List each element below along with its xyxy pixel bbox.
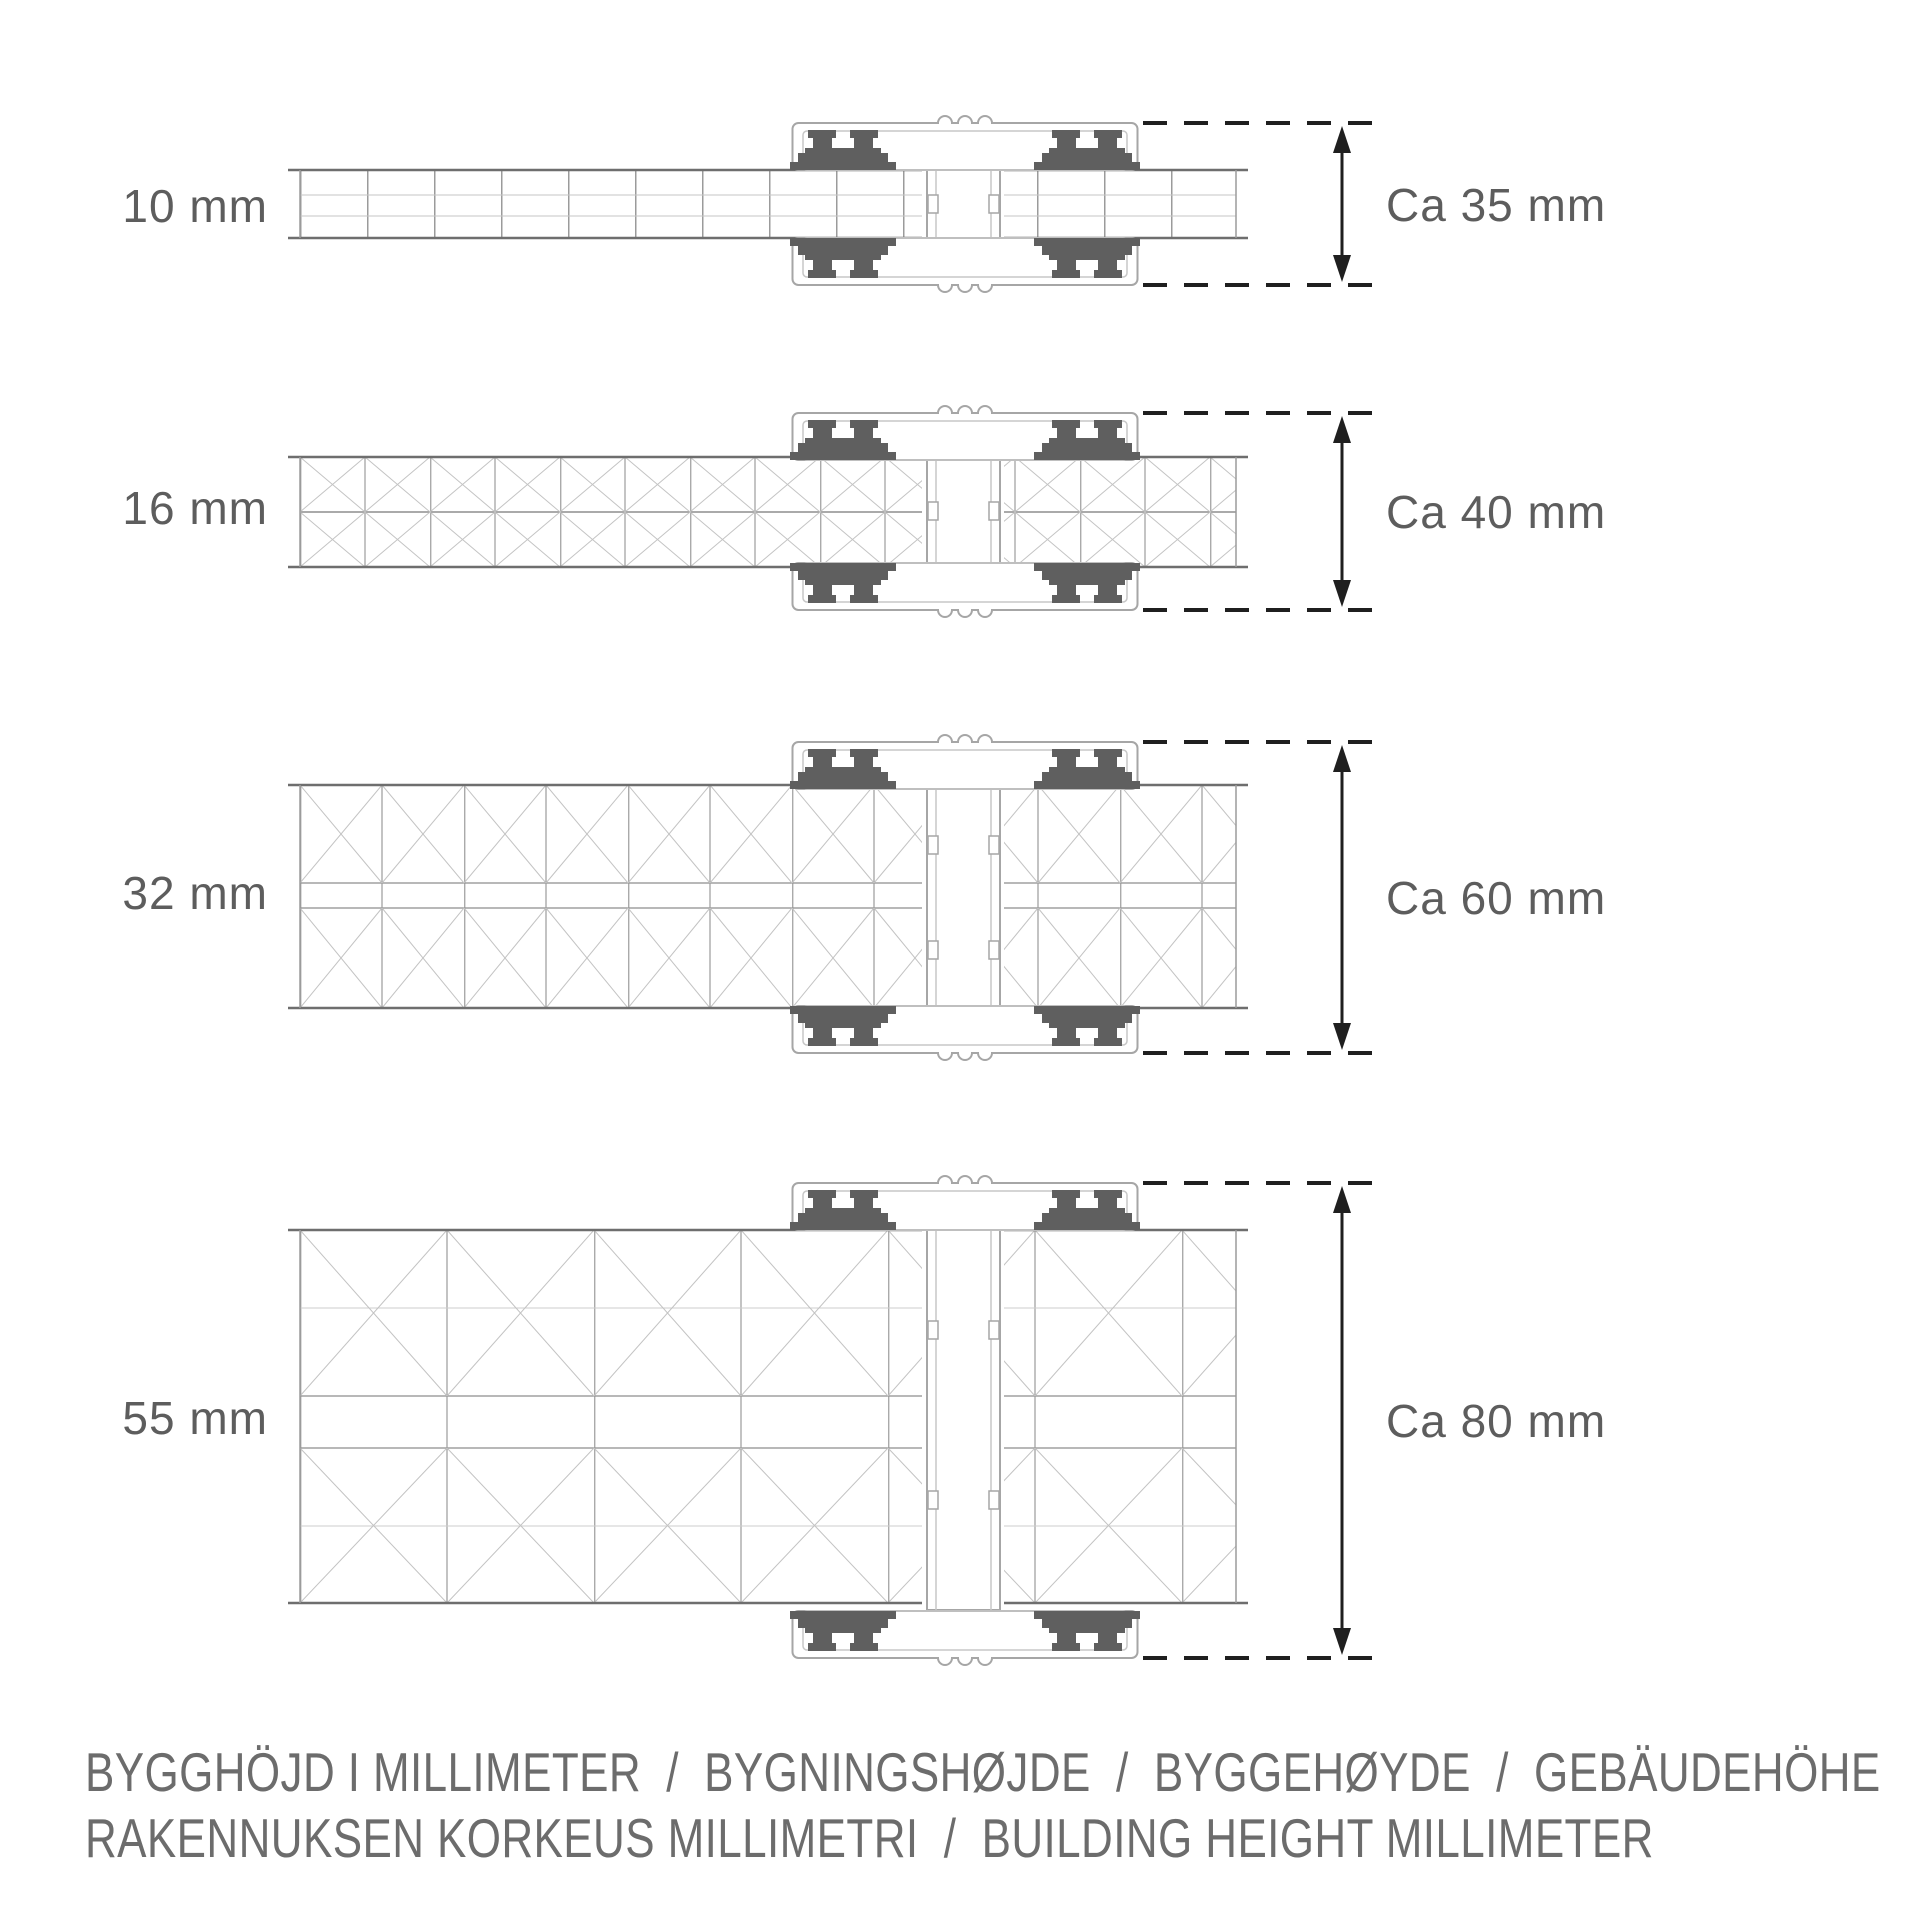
bottom-cap-profile <box>790 563 1140 617</box>
top-cap-profile <box>790 1176 1140 1230</box>
dimension-arrow <box>1333 416 1351 607</box>
assembly-row-16mm <box>288 406 1380 617</box>
panel-thickness-label-32mm: 32 mm <box>122 867 268 919</box>
connector-channel <box>927 450 1000 573</box>
bottom-cap-profile <box>790 1006 1140 1060</box>
building-height-label-40mm: Ca 40 mm <box>1386 486 1607 538</box>
caption-line-2: RAKENNUKSEN KORKEUS MILLIMETRI / BUILDING HEIGHT MILLIMETER <box>85 1807 1654 1869</box>
connector-channel <box>927 778 1000 1015</box>
panel-right <box>1004 457 1236 567</box>
dimension-arrow <box>1333 126 1351 282</box>
assembly-row-55mm <box>288 1176 1380 1665</box>
top-cap-profile <box>790 735 1140 789</box>
top-cap-profile <box>790 406 1140 460</box>
dimension-arrow <box>1333 1186 1351 1655</box>
building-height-label-60mm: Ca 60 mm <box>1386 872 1607 924</box>
connector-channel <box>927 162 1000 246</box>
assembly-row-10mm <box>288 116 1380 292</box>
bottom-cap-profile <box>790 238 1140 292</box>
assembly-row-32mm <box>288 735 1380 1060</box>
panel-thickness-label-10mm: 10 mm <box>122 180 268 232</box>
panel-left <box>300 170 922 238</box>
bottom-cap-profile <box>790 1611 1140 1665</box>
panel-right <box>1004 1230 1236 1603</box>
panel-right <box>1004 170 1236 238</box>
panel-thickness-label-55mm: 55 mm <box>122 1392 268 1444</box>
panel-right <box>1004 785 1236 1008</box>
panel-left <box>300 457 922 567</box>
connector-channel <box>927 1223 1000 1610</box>
building-height-label-35mm: Ca 35 mm <box>1386 179 1607 231</box>
panel-left <box>300 1230 922 1603</box>
panel-thickness-label-16mm: 16 mm <box>122 482 268 534</box>
top-cap-profile <box>790 116 1140 170</box>
building-height-label-80mm: Ca 80 mm <box>1386 1395 1607 1447</box>
caption-line-1: BYGGHÖJD I MILLIMETER / BYGNINGSHØJDE / BYGGEHØYDE / GEBÄUDEHÖHE <box>85 1741 1881 1803</box>
dimension-arrow <box>1333 745 1351 1050</box>
panel-left <box>300 785 922 1008</box>
